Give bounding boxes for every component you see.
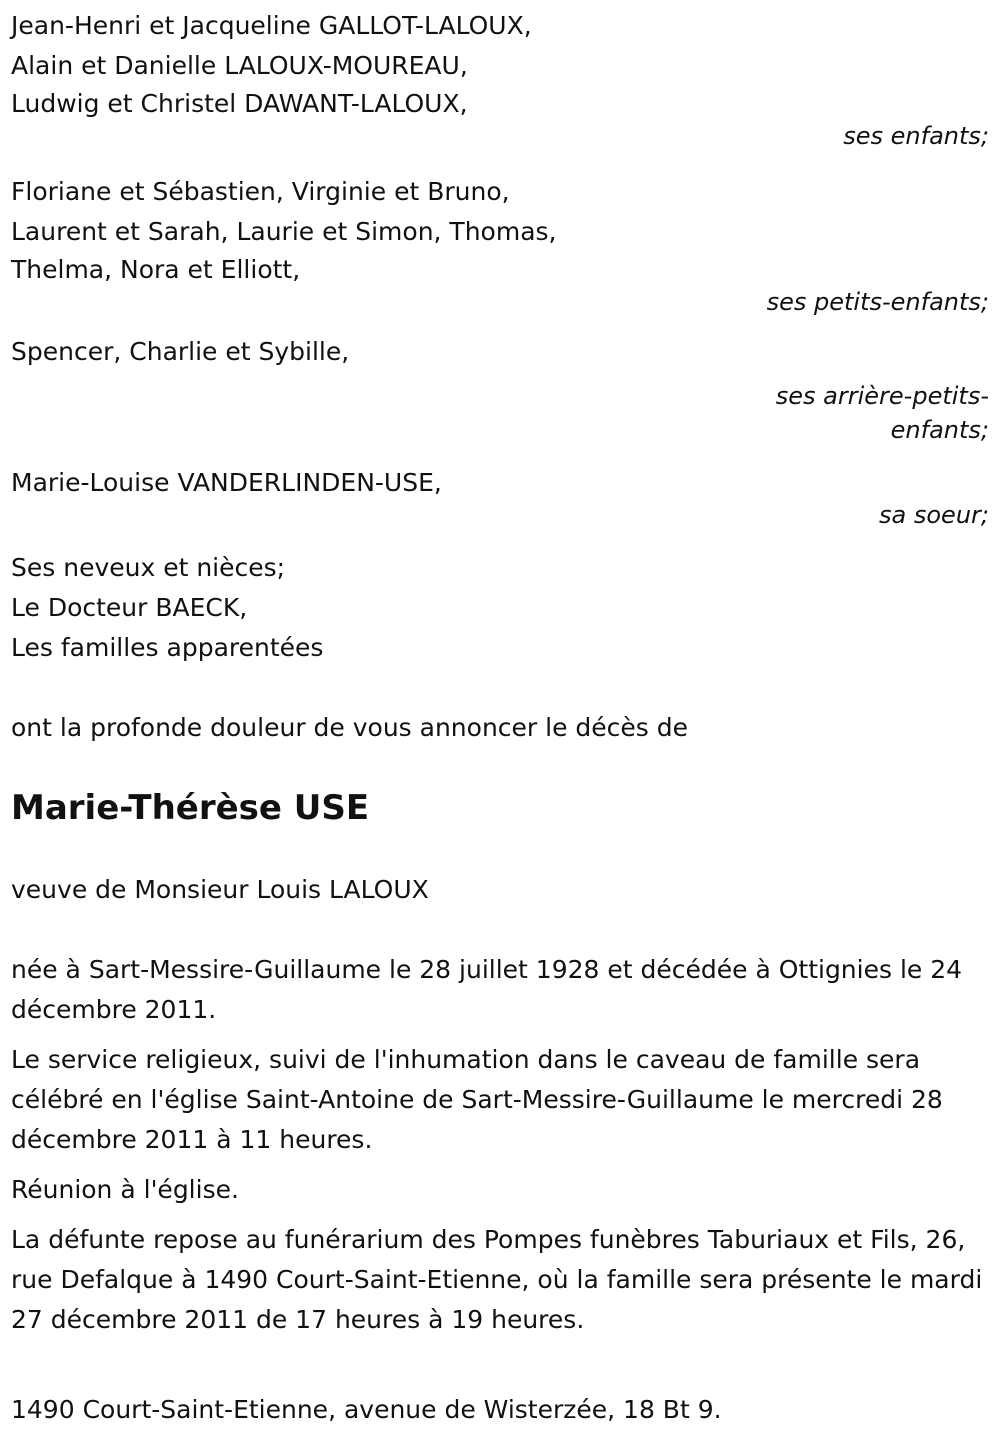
grandchildren-block bbox=[11, 172, 991, 316]
children-block bbox=[11, 6, 991, 150]
children-line: Alain et Danielle LALOUX-MOUREAU, bbox=[11, 51, 468, 80]
sister-role: sa soeur; bbox=[879, 501, 989, 529]
birth-death-paragraph: née à Sart-Messire-Guillaume le 28 juillet 1928 et décédée à Ottignies le 24 décembre 2011. bbox=[11, 955, 963, 1024]
grandchildren-line: Laurent et Sarah, Laurie et Simon, Thomas, bbox=[11, 217, 557, 246]
address-text: 1490 Court-Saint-Etienne, avenue de Wisterzée, 18 Bt 9. bbox=[11, 1395, 722, 1424]
obituary-notice bbox=[11, 6, 991, 1430]
children-line: Jean-Henri et Jacqueline GALLOT-LALOUX, bbox=[11, 11, 532, 40]
funeral-home-paragraph: La défunte repose au funérarium des Pompes funèbres Taburiaux et Fils, 26, rue Defalque à 1490 Court-Saint-Etienne, où la famille sera présente le mardi 27 décembre 2011 de 17 heures à 19 heures. bbox=[11, 1225, 983, 1334]
grandchildren-line: Floriane et Sébastien, Virginie et Bruno, bbox=[11, 177, 510, 206]
sister-block bbox=[11, 466, 991, 530]
great-grandchildren-block bbox=[11, 338, 991, 444]
sister-line: Marie-Louise VANDERLINDEN-USE, bbox=[11, 468, 442, 497]
announcement-text: ont la profonde douleur de vous annoncer le décès de bbox=[11, 713, 689, 742]
children-role: ses enfants; bbox=[843, 122, 989, 150]
great-grandchildren-role-line1: ses arrière-petits- bbox=[775, 382, 989, 410]
others-block bbox=[11, 548, 991, 668]
grandchildren-role: ses petits-enfants; bbox=[766, 288, 989, 316]
meeting-paragraph: Réunion à l'église. bbox=[11, 1175, 239, 1204]
grandchildren-line: Thelma, Nora et Elliott, bbox=[11, 255, 301, 284]
service-paragraph: Le service religieux, suivi de l'inhumation dans le caveau de famille sera célébré en l'église Saint-Antoine de Sart-Messire-Guillaume le mercredi 28 décembre 2011 à 11 heures. bbox=[11, 1045, 943, 1154]
deceased-name: Marie-Thérèse USE bbox=[11, 788, 370, 828]
great-grandchildren-role-line2: enfants; bbox=[890, 416, 989, 444]
great-grandchildren-line: Spencer, Charlie et Sybille, bbox=[11, 337, 350, 366]
children-line: Ludwig et Christel DAWANT-LALOUX, bbox=[11, 89, 468, 118]
others-line: Le Docteur BAECK, bbox=[11, 593, 248, 622]
others-line: Les familles apparentées bbox=[11, 633, 324, 662]
others-line: Ses neveux et nièces; bbox=[11, 553, 286, 582]
widow-of-text: veuve de Monsieur Louis LALOUX bbox=[11, 875, 429, 904]
